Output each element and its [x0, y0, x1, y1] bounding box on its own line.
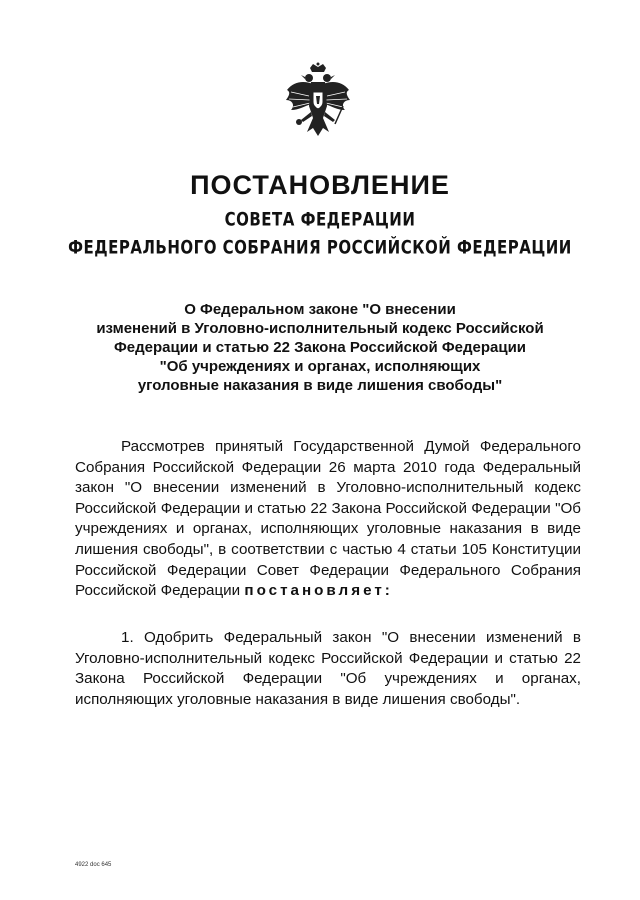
coat-of-arms-icon: [283, 62, 353, 142]
subject-line: "Об учреждениях и органах, исполняющих: [159, 358, 481, 375]
subject-line: изменений в Уголовно-исполнительный кодекс Российской: [96, 320, 544, 337]
resolution-item-1: 1. Одобрить Федеральный закон "О внесении изменений в Уголовно-исполнительный кодекс Российской Федерации и статью 22 Закона Российской Федерации "Об учреждениях и органах, исполняющих уголовные наказания в виде лишения свободы".: [75, 629, 581, 708]
subject-line: уголовные наказания в виде лишения свободы": [137, 377, 503, 394]
subject-line: О Федеральном законе "О внесении: [184, 301, 456, 318]
issuer-line-2: ФЕДЕРАЛЬНОГО СОБРАНИЯ РОССИЙСКОЙ ФЕДЕРАЦИИ: [68, 236, 572, 259]
preamble-paragraph: [75, 437, 581, 602]
subject-line: Федерации и статью 22 Закона Российской Федерации: [113, 339, 527, 356]
document-code: 4922 doc 645: [75, 862, 112, 868]
issuer-line-1: СОВЕТА ФЕДЕРАЦИИ: [224, 208, 416, 231]
preamble-text: Рассмотрев принятый Государственной Думой Федерального Собрания Российской Федерации 26 марта 2010 года Федеральный закон "О внесении изменений в Уголовно-исполнительный кодекс Российской Федерации и статью 22 Закона Российской Федерации "Об учреждениях и органах, исполняющих уголовные наказания в виде лишения свободы", в соответствии с частью 4 статьи 105 Конституции Российской Федерации Совет Федерации Федерального Собрания Российской Федерации: [75, 438, 581, 600]
document-subject: [60, 300, 580, 395]
document-title: ПОСТАНОВЛЕНИЕ: [190, 170, 450, 200]
resolves-verb: постановляет:: [244, 582, 393, 600]
